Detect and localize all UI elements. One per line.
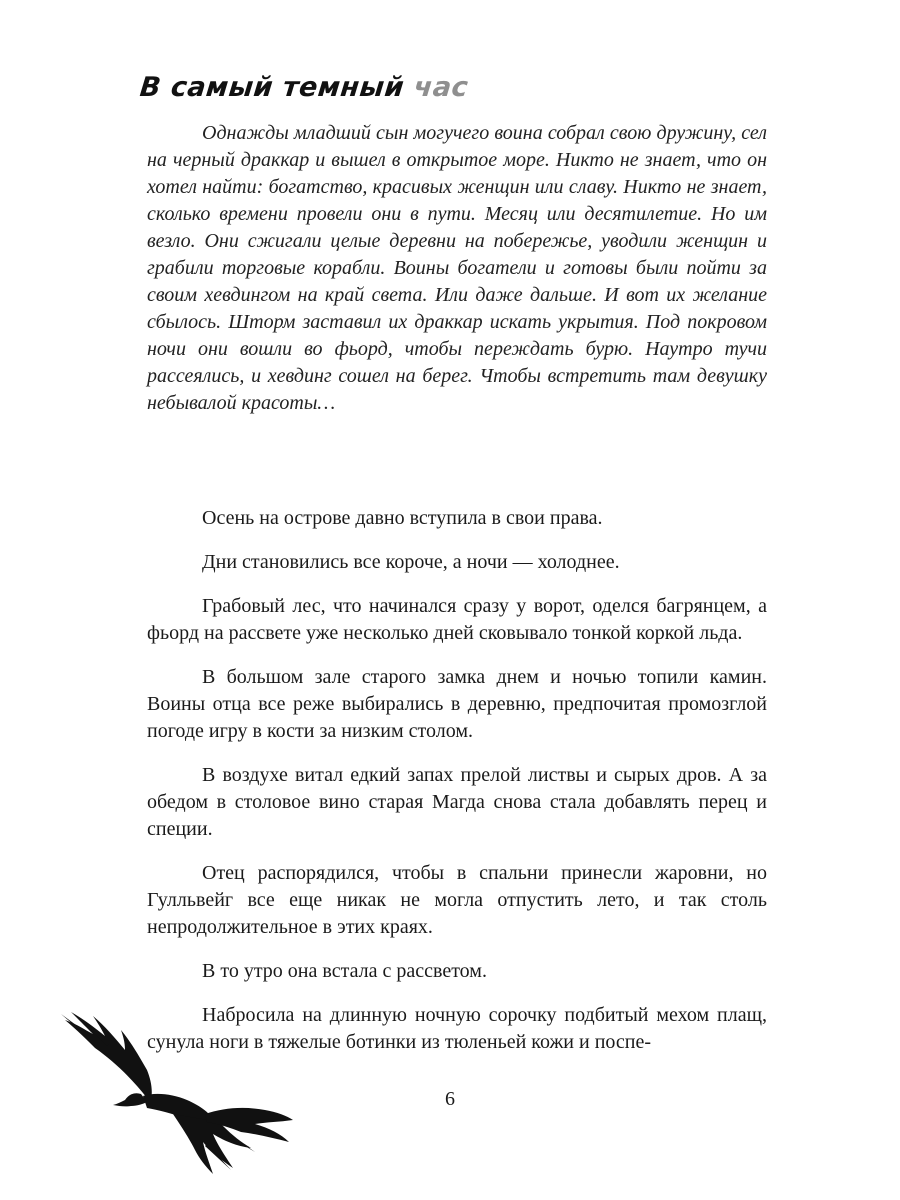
paragraph: Набросила на длинную ночную сорочку подбитый мехом плащ, сунула ноги в тяжелые ботинки из тюленьей кожи и поспе-: [147, 1004, 767, 1053]
body-text: [147, 505, 767, 1073]
prologue-paragraph: Однажды младший сын могучего воина собрал свою дружину, сел на черный драккар и вышел в открытое море. Никто не знает, что он хотел найти: богатство, красивых женщин или славу. Никто не знает, сколько времени провели они в пути. Месяц или десятилетие. Но им везло. Они сжигали целые деревни на побережье, уводили женщин и грабили торговые корабли. Воины богатели и готовы были пойти за своим хевдингом на край света. Или даже дальше. И вот их желание сбылось. Шторм заставил их драккар искать укрытия. Под покровом ночи они вошли во фьорд, чтобы переждать бурю. Наутро тучи рассеялись, и хевдинг сошел на берег. Чтобы встретить там девушку небывалой красоты…: [147, 122, 767, 414]
paragraph: Дни становились все короче, а ночи — холоднее.: [202, 551, 620, 573]
paragraph: Осень на острове давно вступила в свои права.: [202, 507, 603, 529]
paragraph: В воздухе витал едкий запах прелой листвы и сырых дров. А за обедом в столовое вино старая Магда снова стала добавлять перец и специи.: [147, 764, 767, 840]
raven-icon: [55, 1010, 295, 1180]
page-number: 6: [445, 1088, 455, 1110]
paragraph: Грабовый лес, что начинался сразу у ворот, оделся багрянцем, а фьорд на рассвете уже несколько дней сковывало тонкой коркой льда.: [147, 595, 767, 644]
paragraph: Отец распорядился, чтобы в спальни принесли жаровни, но Гулльвейг все еще никак не могла отпустить лето, и так столь непродолжительное в этих краях.: [147, 862, 767, 938]
header-title: В самый темный: [138, 72, 406, 103]
header-title-accent: час: [412, 72, 470, 103]
paragraph: В то утро она встала с рассветом.: [202, 960, 487, 982]
paragraph: В большом зале старого замка днем и ночью топили камин. Воины отца все реже выбирались в деревню, предпочитая промозглой погоде игру в кости за низким столом.: [147, 666, 767, 742]
running-header: [138, 72, 469, 103]
